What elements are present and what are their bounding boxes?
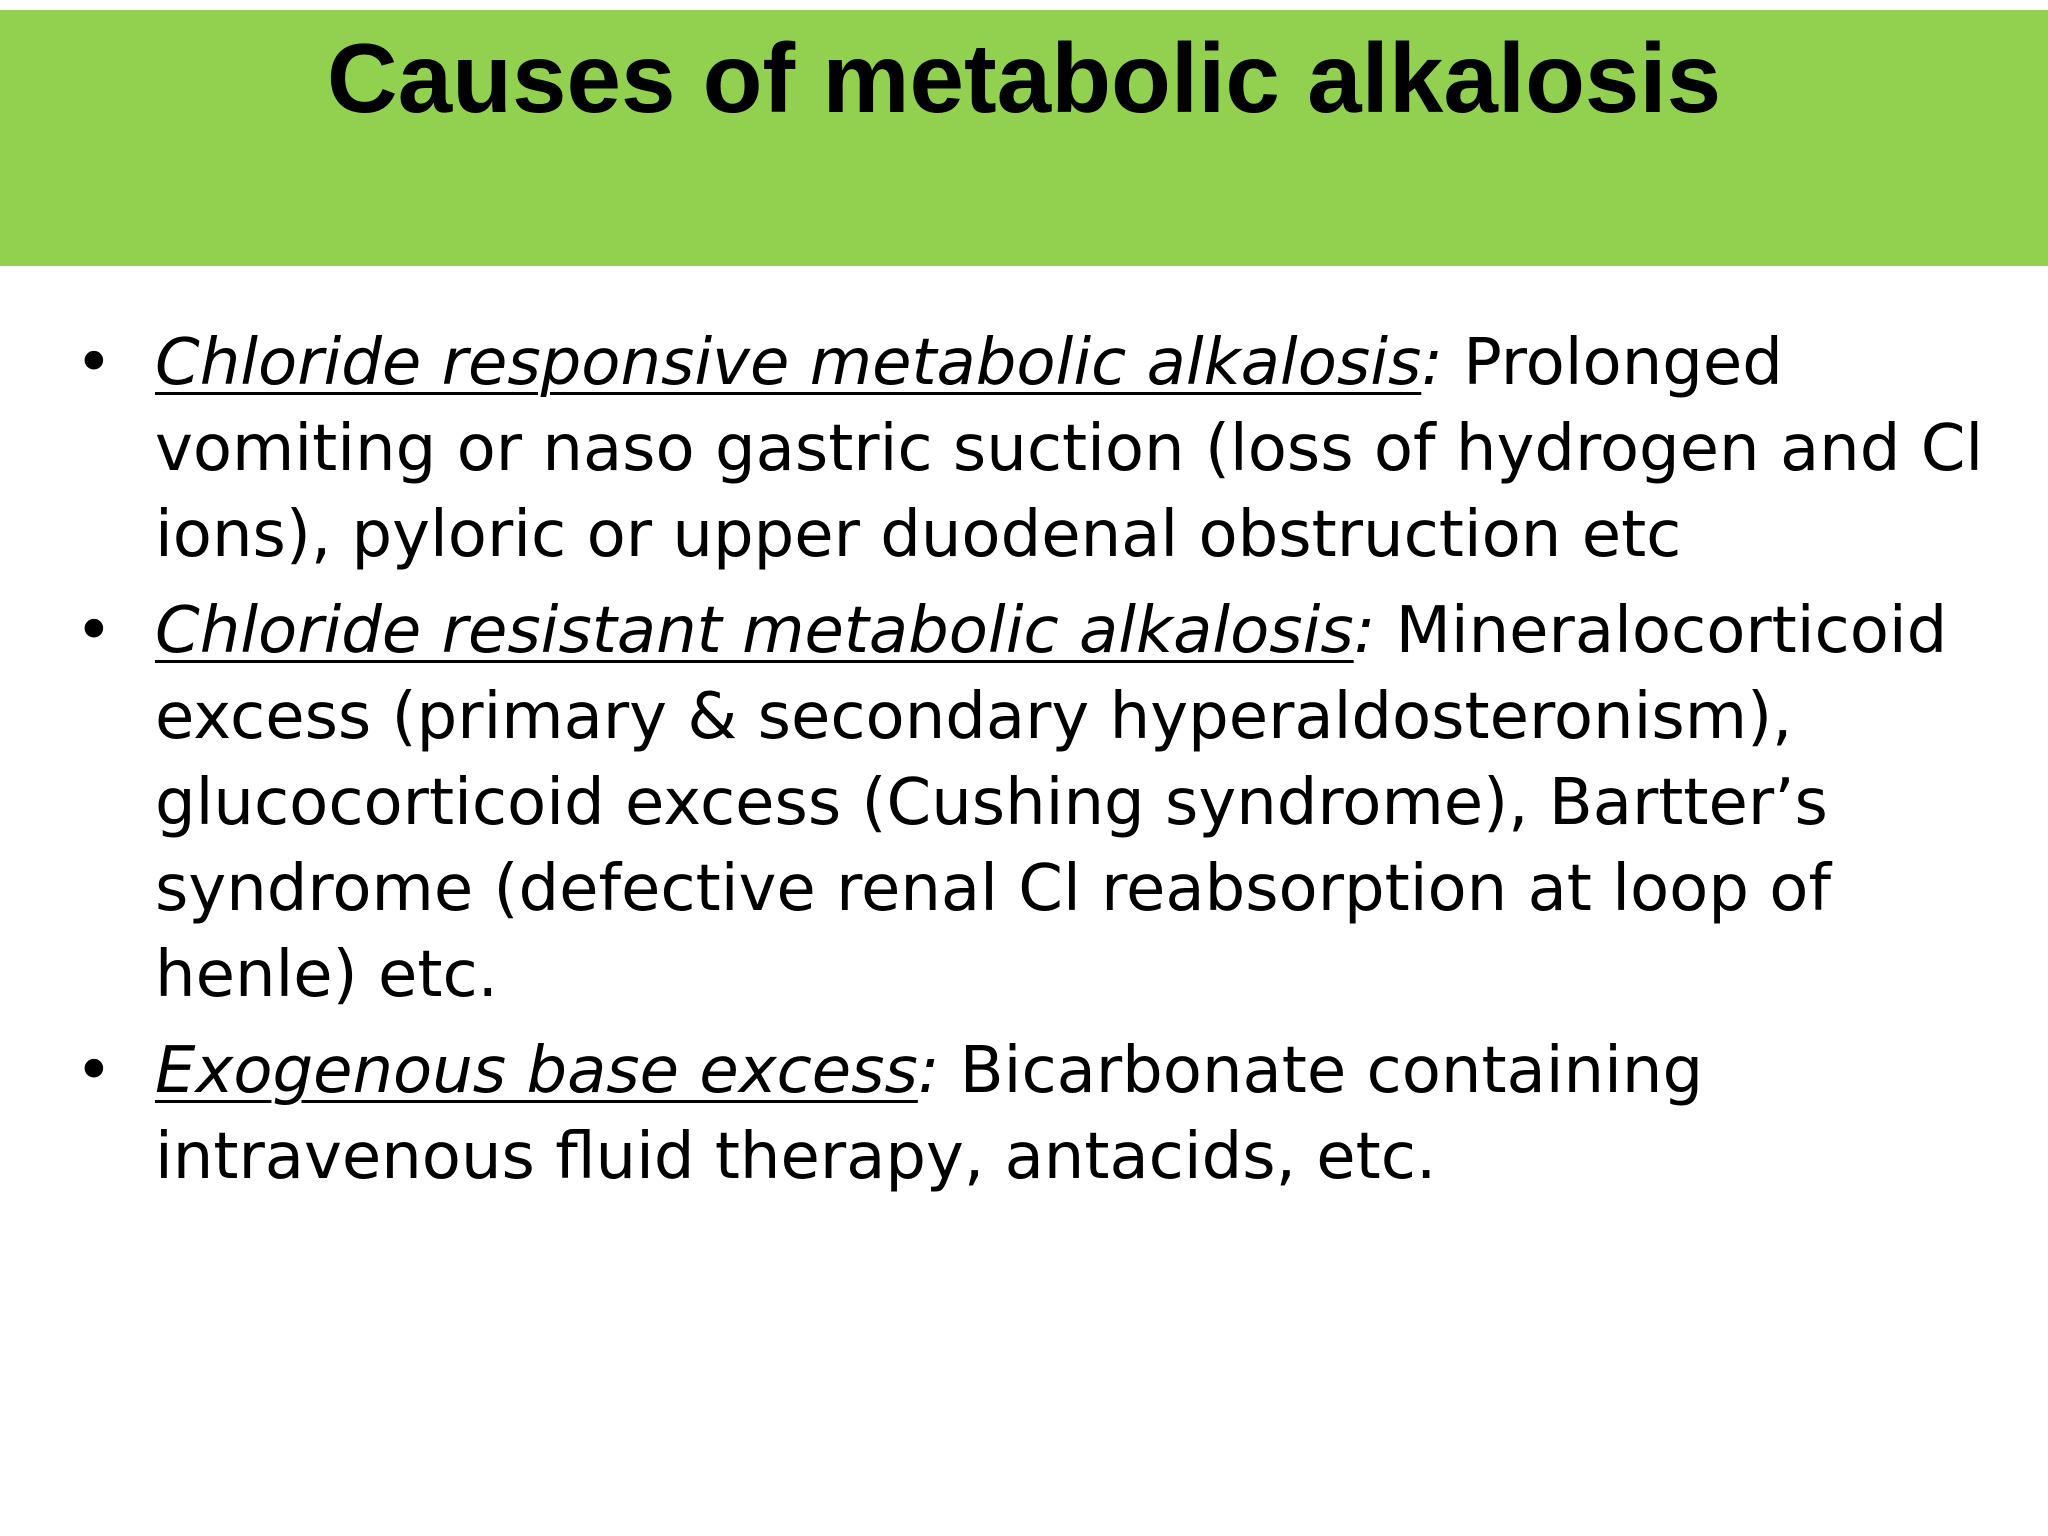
bullet-marker: • [75,1034,113,1108]
bullet-colon: : [1421,326,1443,400]
bullet-list [75,320,2005,1210]
bullet-text: Mineralocorticoid excess (primary & secondary hyperaldosteronism), glucocorticoid excess (Cushing syndrome), Bartter’s syndrome (defective renal Cl reabsorption at loop of henle) etc. [155,594,1948,1012]
bullet-marker: • [75,594,113,668]
slide-title: Causes of metabolic alkalosis [326,23,1722,133]
bullet-colon: : [1353,594,1376,668]
bullet-text: Bicarbonate containing intravenous fluid therapy, antacids, etc. [155,1034,1704,1194]
bullet-term: Chloride resistant metabolic alkalosis [155,594,1354,668]
bullet-marker: • [75,326,113,400]
bullet-item-exogenous-base [75,1028,2005,1200]
bullet-term: Exogenous base excess [155,1034,918,1108]
bullet-item-chloride-resistant [75,588,2005,1018]
bullet-colon: : [917,1034,940,1108]
bullet-text: Prolonged vomiting or naso gastric suction (loss of hydrogen and Cl ions), pyloric or upper duodenal obstruction etc [155,326,1984,572]
bullet-term: Chloride responsive metabolic alkalosis [155,326,1422,400]
bullet-item-chloride-responsive [75,320,2005,578]
